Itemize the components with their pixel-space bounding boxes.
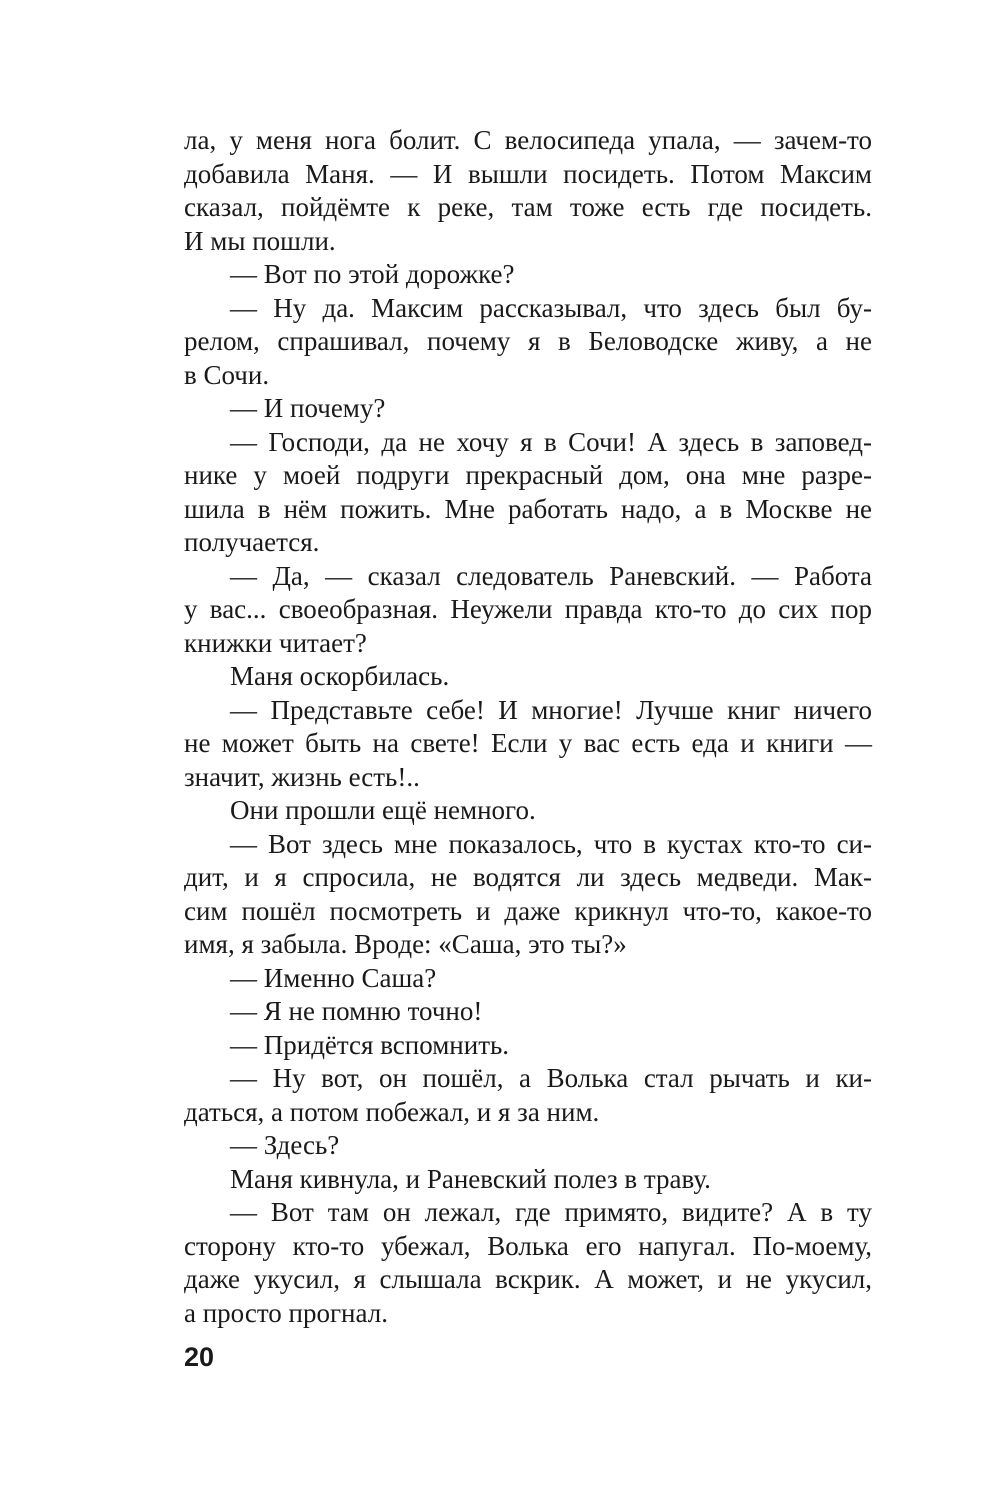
text-line: — Вот здесь мне показалось, что в кустах кто-то си- (230, 828, 872, 859)
text-line: получается. (184, 527, 320, 557)
text-line: шила в нём пожить. Мне работать надо, а в Москве не (184, 493, 872, 524)
text-line: значит, жизнь есть!.. (184, 761, 420, 792)
text-line: — Придётся вспомнить. (230, 1029, 510, 1060)
text-line: Они прошли ещё немного. (230, 795, 536, 825)
text-line: ла, у меня нога болит. С велосипеда упала, — зачем-то (184, 125, 872, 155)
text-line: — Вот по этой дорожке? (230, 259, 515, 289)
text-line: — Здесь? (230, 1130, 340, 1160)
text-line: дит, и я спросила, не водятся ли здесь медведи. Мак- (184, 862, 872, 892)
text-line: — Ну вот, он пошёл, а Волька стал рычать и ки- (230, 1063, 872, 1093)
text-line: — Я не помню точно! (230, 996, 483, 1026)
text-line: нике у моей подруги прекрасный дом, она мне разре- (184, 460, 872, 490)
text-line: даже укусил, я слышала вскрик. А может, и не укусил, (184, 1264, 872, 1294)
text-line: сим пошёл посмотреть и даже крикнул что-то, какое-то (184, 895, 872, 926)
book-page-text (184, 124, 872, 1330)
text-line: Маня кивнула, и Раневский полез в траву. (230, 1163, 711, 1194)
text-line: Маня оскорбилась. (230, 661, 450, 691)
text-line: — Да, — сказал следователь Раневский. — Работа (230, 560, 872, 591)
text-line: не может быть на свете! Если у вас есть еда и книги — (184, 728, 872, 758)
page-number: 20 (184, 1342, 215, 1372)
text-line: даться, а потом побежал, и я за ним. (184, 1096, 600, 1127)
text-line: имя, я забыла. Вроде: «Саша, это ты?» (184, 929, 627, 959)
text-line: — Ну да. Максим рассказывал, что здесь был бу- (230, 292, 872, 323)
text-line: а просто прогнал. (184, 1297, 388, 1328)
text-line: в Сочи. (184, 359, 270, 390)
text-line: у вас... своеобразная. Неужели правда кто-то до сих пор (184, 594, 872, 624)
text-line: книжки читает? (184, 627, 367, 658)
text-line: сторону кто-то убежал, Волька его напугал. По-моему, (184, 1230, 872, 1261)
text-line: И мы пошли. (184, 225, 336, 256)
text-line: — Господи, да не хочу я в Сочи! А здесь в заповед- (230, 426, 872, 457)
text-line: — Именно Саша? (230, 962, 437, 993)
text-line: добавила Маня. — И вышли посидеть. Потом Максим (184, 158, 872, 189)
text-line: — И почему? (230, 393, 386, 423)
text-line: — Вот там он лежал, где примято, видите? А в ту (230, 1197, 872, 1227)
text-line: — Представьте себе! И многие! Лучше книг ничего (230, 694, 872, 725)
text-line: сказал, пойдёмте к реке, там тоже есть где посидеть. (184, 192, 872, 222)
text-line: релом, спрашивал, почему я в Беловодске живу, а не (184, 326, 872, 356)
